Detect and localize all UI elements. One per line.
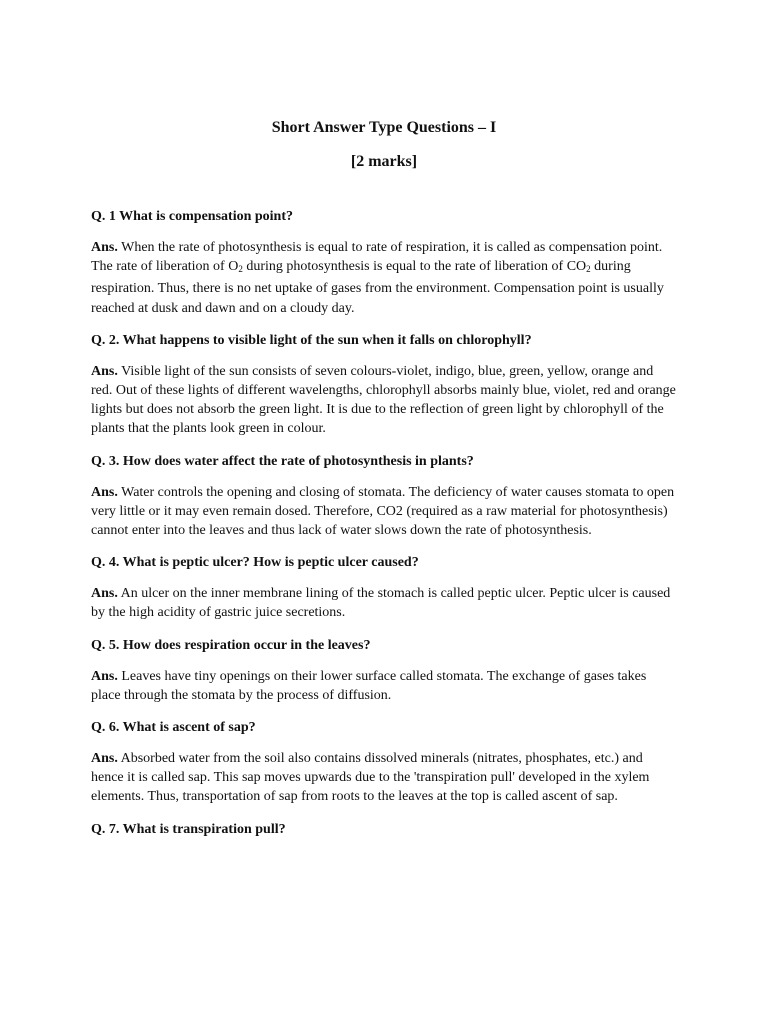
question-5: Q. 5. How does respiration occur in the leaves? — [91, 637, 371, 653]
answer-4-text: An ulcer on the inner membrane lining of the stomach is called peptic ulcer. Peptic ulcer is caused by the high acidity of gastric juice secretions. — [91, 586, 671, 621]
question-3: Q. 3. How does water affect the rate of photosynthesis in plants? — [91, 453, 474, 469]
answer-5-text: Leaves have tiny openings on their lower surface called stomata. The exchange of gases takes place through the stomata by the process of diffusion. — [91, 668, 647, 703]
subscript: 2 — [586, 264, 591, 275]
answer-1-text: during respiration. Thus, there is no net uptake of gases from the environment. Compensation point is usually reached at dusk and dawn and on a cloudy day. — [91, 259, 664, 316]
answer-4 — [91, 584, 676, 622]
page-title: Short Answer Type Questions – I — [271, 119, 497, 136]
ans-label: Ans. — [91, 484, 118, 500]
ans-label: Ans. — [91, 586, 118, 602]
ans-label: Ans. — [91, 363, 118, 379]
question-6: Q. 6. What is ascent of sap? — [91, 720, 256, 736]
question-1: Q. 1 What is compensation point? — [91, 209, 293, 224]
subscript: 2 — [238, 264, 243, 275]
question-4: Q. 4. What is peptic ulcer? How is peptic ulcer caused? — [91, 555, 419, 571]
answer-1 — [91, 238, 676, 318]
answer-5 — [91, 667, 676, 705]
question-7: Q. 7. What is transpiration pull? — [91, 821, 286, 837]
answer-3 — [91, 483, 676, 541]
marks-label: [2 marks] — [350, 153, 418, 170]
ans-label: Ans. — [91, 668, 118, 684]
answer-6 — [91, 749, 676, 807]
qa-list — [91, 207, 676, 851]
answer-6-text: Absorbed water from the soil also contains dissolved minerals (nitrates, phosphates, etc.) and hence it is called sap. This sap moves upwards due to the 'transpiration pull' developed in the xylem elements. Thus, transportation of sap from roots to the leaves at the top is called ascent of sap. — [91, 751, 650, 805]
ans-label: Ans. — [91, 751, 118, 767]
answer-1-text: When the rate of photosynthesis is equal to rate of respiration, it is called as compensation point. The rate of liberation of O — [91, 240, 663, 275]
answer-2-text: Visible light of the sun consists of seven colours-violet, indigo, blue, green, yellow, orange and red. Out of these lights of different wavelengths, chlorophyll absorbs mainly blue, violet, red and orange lights but does not absorb the green light. It is due to the reflection of green light by chlorophyll of the plants that the plants look green in colour. — [91, 363, 676, 437]
answer-1-text: during photosynthesis is equal to the rate of liberation of CO — [242, 259, 587, 275]
answer-3-text: Water controls the opening and closing of stomata. The deficiency of water causes stomata to open very little or it may even remain dosed. Therefore, CO2 (required as a raw material for photosynthesis) cannot enter into the leaves and thus lack of water slows down the rate of photosynthesis. — [91, 484, 675, 539]
answer-2 — [91, 362, 676, 439]
question-2: Q. 2. What happens to visible light of the sun when it falls on chlorophyll? — [91, 332, 532, 348]
ans-label: Ans. — [91, 240, 118, 255]
